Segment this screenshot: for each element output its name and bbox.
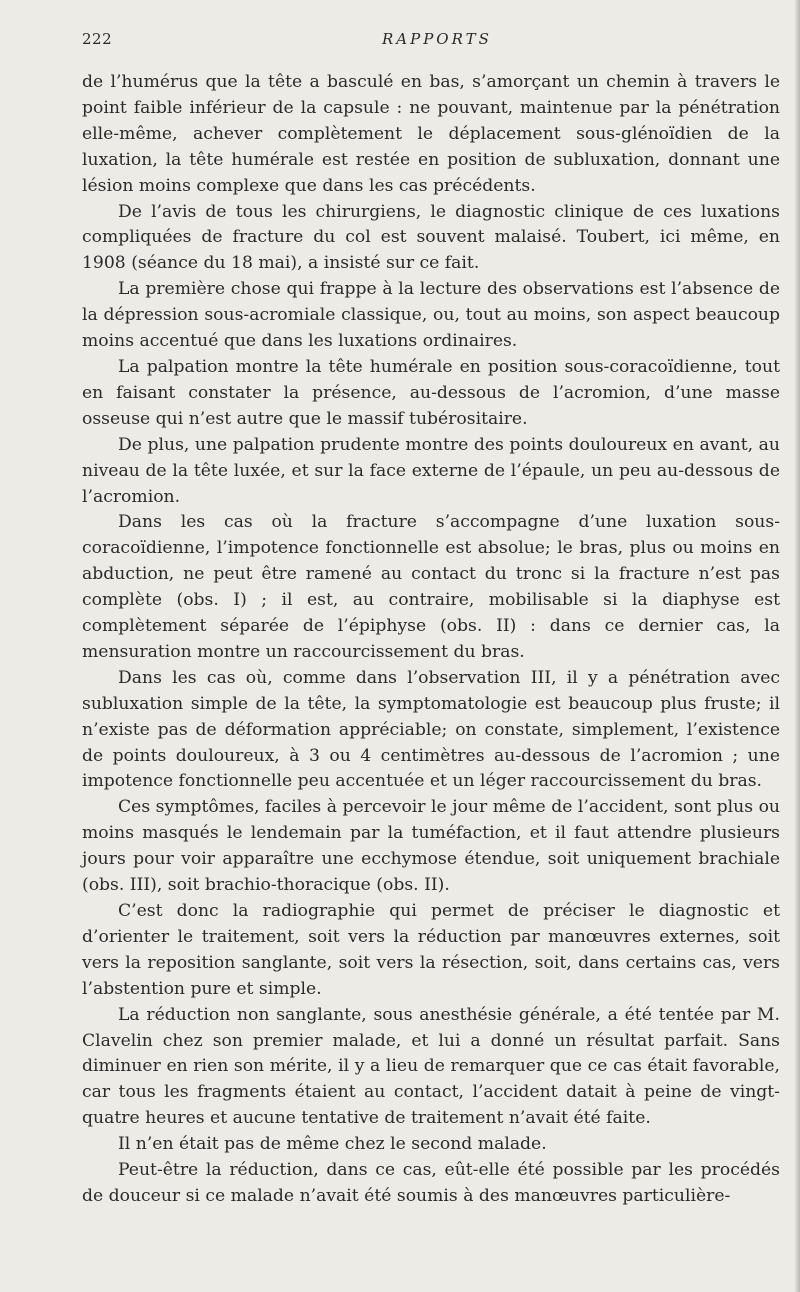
paragraph: La réduction non sanglante, sous anesthésie générale, a été tentée par M. Clavelin chez son premier malade, et lui a donné un résultat parfait. Sans diminuer en rien son mérite, il y a lieu de remarquer que ce cas était favorable, car tous les fragments étaient au contact, l’accident datait à peine de vingt-quatre heures et aucune tentative de traitement n’avait été faite.	[82, 1004, 780, 1129]
paragraph: La première chose qui frappe à la lecture des observations est l’absence de la dépression sous-acromiale classique, ou, tout au moins, son aspect beaucoup moins accentué que dans les luxations ordinaires.	[82, 279, 780, 352]
paragraph: Ces symptômes, faciles à percevoir le jour même de l’accident, sont plus ou moins masqués le lendemain par la tuméfaction, et il faut attendre plusieurs jours pour voir apparaître une ecchymose étendue, soit uniquement brachiale (obs. III), soit brachio-thoracique (obs. II).	[82, 797, 780, 896]
running-title: RAPPORTS	[382, 30, 492, 48]
paragraph: Dans les cas où la fracture s’accompagne d’une luxation sous-coracoïdienne, l’impotence fonctionnelle est absolue; le bras, plus ou moins en abduction, ne peut être ramené au contact du tronc si la fracture n’est pas complète (obs. I) ; il est, au contraire, mobilisable si la diaphyse est complètement séparée de l’épiphyse (obs. II) : dans ce dernier cas, la mensuration montre un raccourcissement du bras.	[82, 512, 780, 662]
running-head	[82, 22, 780, 48]
paragraph: De plus, une palpation prudente montre des points douloureux en avant, au niveau de la tête luxée, et sur la face externe de l’épaule, un peu au-dessous de l’acromion.	[82, 434, 780, 507]
paragraph: Il n’en était pas de même chez le second malade.	[118, 1134, 547, 1155]
page-number: 222	[82, 30, 113, 48]
body-text	[82, 70, 780, 1210]
paragraph: La palpation montre la tête humérale en position sous-coracoïdienne, tout en faisant constater la présence, au-dessous de l’acromion, d’une masse osseuse qui n’est autre que le massif tubérositaire.	[82, 356, 780, 429]
paragraph: Peut-être la réduction, dans ce cas, eût-elle été possible par les procédés de douceur si ce malade n’avait été soumis à des manœuvres particulière-	[82, 1160, 780, 1206]
paragraph: de l’humérus que la tête a basculé en bas, s’amorçant un chemin à travers le point faible inférieur de la capsule : ne pouvant, maintenue par la pénétration elle-même, achever complètement le déplacement sous-glénoïdien de la luxation, la tête humérale est restée en position de subluxation, donnant une lésion moins complexe que dans les cas précédents.	[82, 72, 780, 196]
paragraph: De l’avis de tous les chirurgiens, le diagnostic clinique de ces luxations compliquées de fracture du col est souvent malaisé. Toubert, ici même, en 1908 (séance du 18 mai), a insisté sur ce fait.	[82, 201, 780, 274]
paragraph: C’est donc la radiographie qui permet de préciser le diagnostic et d’orienter le traitement, soit vers la réduction par manœuvres externes, soit vers la reposition sanglante, soit vers la résection, soit, dans certains cas, vers l’abstention pure et simple.	[82, 901, 780, 999]
paragraph: Dans les cas où, comme dans l’observation III, il y a pénétration avec subluxation simple de la tête, la symptomatologie est beaucoup plus fruste; il n’existe pas de déformation appréciable; on constate, simplement, l’existence de points douloureux, à 3 ou 4 centimètres au-dessous de l’acromion ; une impotence fonctionnelle peu accentuée et un léger raccourcissement du bras.	[82, 667, 780, 792]
